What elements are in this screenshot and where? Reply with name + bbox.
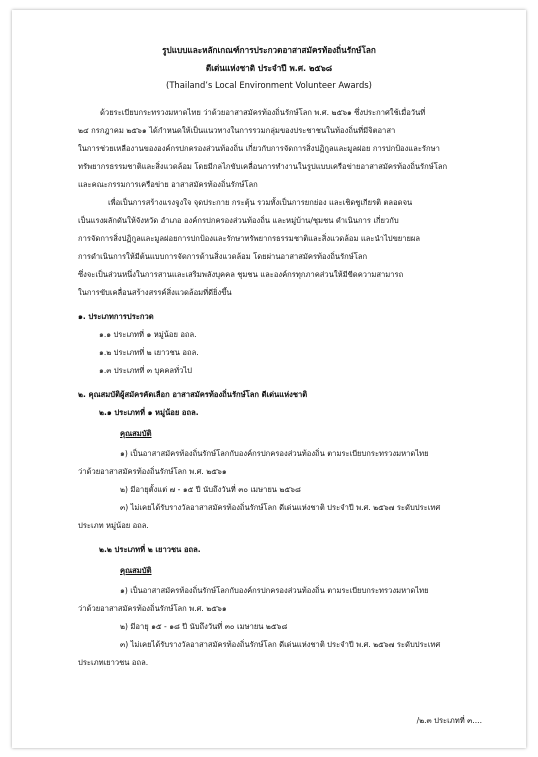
qualification-line: ๓) ไม่เคยได้รับรางวัลอาสาสมัครท้องถิ่นรักษ์โลก ดีเด่นแห่งชาติ ประจำปี พ.ศ. ๒๕๖๗ ระดับประเทศ [120, 503, 441, 512]
document-title-line-2: ดีเด่นแห่งชาติ ประจำปี พ.ศ. ๒๕๖๘ [205, 63, 333, 73]
page-continuation: /๒.๓ ประเภทที่ ๓.... [416, 716, 482, 725]
intro-line: ด้วยระเบียบกระทรวงมหาดไทย ว่าด้วยอาสาสมัครท้องถิ่นรักษ์โลก พ.ศ. ๒๕๖๑ ซึ่งประกาศใช้เมื่อวันที่ [100, 108, 426, 117]
qualification-line: ๒) มีอายุตั้งแต่ ๗ - ๑๕ ปี นับถึงวันที่ ๓๐ เมษายน ๒๕๖๘ [120, 485, 301, 494]
qualification-line: ๒) มีอายุ ๑๕ - ๑๘ ปี นับถึงวันที่ ๓๐ เมษายน ๒๕๖๘ [120, 622, 288, 631]
intro-line: ในการช่วยเหลืองานขององค์กรปกครองส่วนท้องถิ่น เกี่ยวกับการจัดการสิ่งปฏิกูลและมูลฝอย การปกป้องและรักษา [78, 144, 440, 153]
section-1-item: ๑.๑ ประเภทที่ ๑ หมู่น้อย อถล. [99, 330, 197, 339]
purpose-line: เป็นแรงผลักดันให้จังหวัด อำเภอ องค์กรปกครองส่วนท้องถิ่น และหมู่บ้าน/ชุมชน ดำเนินการ เกี่ยวกับ [78, 216, 399, 225]
section-1-item: ๑.๒ ประเภทที่ ๒ เยาวชน อถล. [99, 348, 199, 357]
purpose-line: ซึ่งจะเป็นส่วนหนึ่งในการสานและเสริมพลังบุคคล ชุมชน และองค์กรทุกภาคส่วนให้มีขีดความสามารถ [78, 270, 404, 279]
document-title-english: (Thailand’s Local Environment Volunteer Awards) [166, 80, 372, 90]
qualification-line: ประเภท หมู่น้อย อถล. [78, 521, 149, 530]
qualification-line: ๓) ไม่เคยได้รับรางวัลอาสาสมัครท้องถิ่นรักษ์โลก ดีเด่นแห่งชาติ ประจำปี พ.ศ. ๒๕๖๗ ระดับประเทศ [120, 640, 441, 649]
purpose-line: เพื่อเป็นการสร้างแรงจูงใจ จุดประกาย กระตุ้น รวมทั้งเป็นการยกย่อง และเชิดชูเกียรติ ตลอดจน [108, 198, 413, 207]
qualification-line: ว่าด้วยอาสาสมัครท้องถิ่นรักษ์โลก พ.ศ. ๒๕๖๑ [78, 604, 227, 613]
section-2-heading: ๒. คุณสมบัติผู้สมัครคัดเลือก อาสาสมัครท้องถิ่นรักษ์โลก ดีเด่นแห่งชาติ [78, 390, 308, 399]
qualification-line: ๑) เป็นอาสาสมัครท้องถิ่นรักษ์โลกกับองค์กรปกครองส่วนท้องถิ่น ตามระเบียบกระทรวงมหาดไทย [120, 449, 429, 458]
qualification-line: ว่าด้วยอาสาสมัครท้องถิ่นรักษ์โลก พ.ศ. ๒๕๖๑ [78, 467, 227, 476]
document-page [12, 10, 526, 748]
purpose-line: การจัดการสิ่งปฏิกูลและมูลฝอยการปกป้องและรักษาทรัพยากรธรรมชาติและสิ่งแวดล้อม และนำไปขยายผล [78, 234, 421, 243]
document-title-line-1: รูปแบบและหลักเกณฑ์การประกวดอาสาสมัครท้องถิ่นรักษ์โลก [162, 45, 376, 55]
qualification-line: ประเภทเยาวชน อถล. [78, 658, 149, 667]
qualification-label: คุณสมบัติ [120, 429, 152, 438]
intro-line: ๒๔ กรกฎาคม ๒๕๖๑ ได้กำหนดให้เป็นแนวทางในการรวมกลุ่มของประชาชนในท้องถิ่นที่มีจิตอาสา [78, 126, 396, 135]
section-2-1-heading: ๒.๑ ประเภทที่ ๑ หมู่น้อย อถล. [99, 408, 199, 417]
qualification-label: คุณสมบัติ [120, 566, 152, 575]
section-1-heading: ๑. ประเภทการประกวด [78, 312, 154, 321]
purpose-line: การดำเนินการให้มีต้นแบบการจัดการด้านสิ่งแวดล้อม โดยผ่านอาสาสมัครท้องถิ่นรักษ์โลก [78, 252, 368, 261]
intro-line: ทรัพยากรธรรมชาติและสิ่งแวดล้อม โดยมีกลไกขับเคลื่อนการทำงานในรูปแบบเครือข่ายอาสาสมัครท้องถิ่นรักษ์โลก [78, 162, 448, 171]
section-2-2-heading: ๒.๒ ประเภทที่ ๒ เยาวชน อถล. [99, 545, 201, 554]
intro-line: และคณะกรรมการเครือข่าย อาสาสมัครท้องถิ่นรักษ์โลก [78, 180, 258, 189]
purpose-line: ในการขับเคลื่อนสร้างสรรค์สิ่งแวดล้อมที่ดียิ่งขึ้น [78, 288, 232, 297]
qualification-line: ๑) เป็นอาสาสมัครท้องถิ่นรักษ์โลกกับองค์กรปกครองส่วนท้องถิ่น ตามระเบียบกระทรวงมหาดไทย [120, 586, 429, 595]
section-1-item: ๑.๓ ประเภทที่ ๓ บุคคลทั่วไป [99, 366, 192, 375]
